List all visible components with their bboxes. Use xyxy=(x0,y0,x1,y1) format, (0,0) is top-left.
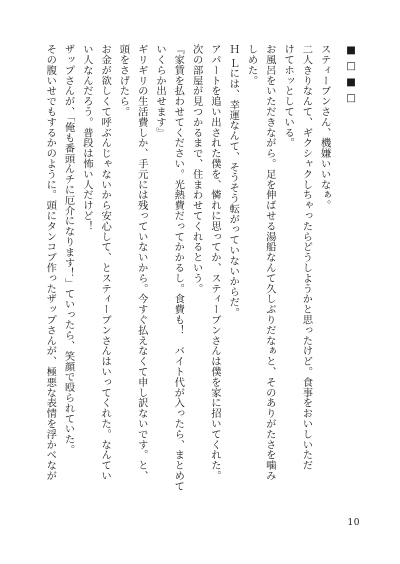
text-line: ギリギリの生活費しか、手元には残っていないから。今すぐ払えなくて申し訳ないです。と、 xyxy=(135,44,148,481)
text-line: 次の部屋が見つかるまで、住まわせてくれるという。 xyxy=(190,44,203,294)
text-line: お金が欲しくて呼ぶんじゃないから安心して、とスティーブンさんはいってくれた。なんてい xyxy=(99,44,112,481)
text-line: お風呂をいただきながら。足を伸ばせる湯船なんて久しぶりだなぁと、そのありがたさを噛み xyxy=(263,44,276,481)
text-line: いくらか出せます』 xyxy=(154,44,167,138)
text-line: アパートを追い出された僕を、憐れに思ってか、スティーブンさんは僕を家に招いてくれた。 xyxy=(208,44,221,481)
page-number: 10 xyxy=(347,518,360,528)
text-line: 頭をさげたら。 xyxy=(117,44,130,117)
text-line: しめた。 xyxy=(245,44,258,86)
vertical-text-body xyxy=(41,44,360,520)
text-line: 『家賃を払わせてください。光熱費だってかかるし。食費も！ バイト代が入ったら、まとめて xyxy=(172,44,185,492)
text-line: ザップさんが、「俺も番頭んチに厄介になります！」ていったら、笑顔で殴られていた。 xyxy=(62,44,75,455)
text-line: その腹いせでもするかのように。頭にタンコブ作ったザップさんが、極悪な表情を浮かべなが xyxy=(44,44,57,481)
text-line: 二人きりなんて、ギクシャクしちゃったらどうしようかと思ったけど。食事をおいしいただ xyxy=(300,44,313,471)
text-line: スティーブンさん、機嫌いいなぁ。 xyxy=(318,44,331,211)
section-heading: ■□■□ xyxy=(345,44,357,108)
text-line: い人なんだろう。普段は怖い人だけど！ xyxy=(80,44,93,232)
text-line: けてホッとしている。 xyxy=(282,44,295,148)
text-line: Ｈ Ｌには、幸運なんて、そうそう転がっていないからだ。 xyxy=(227,44,240,318)
